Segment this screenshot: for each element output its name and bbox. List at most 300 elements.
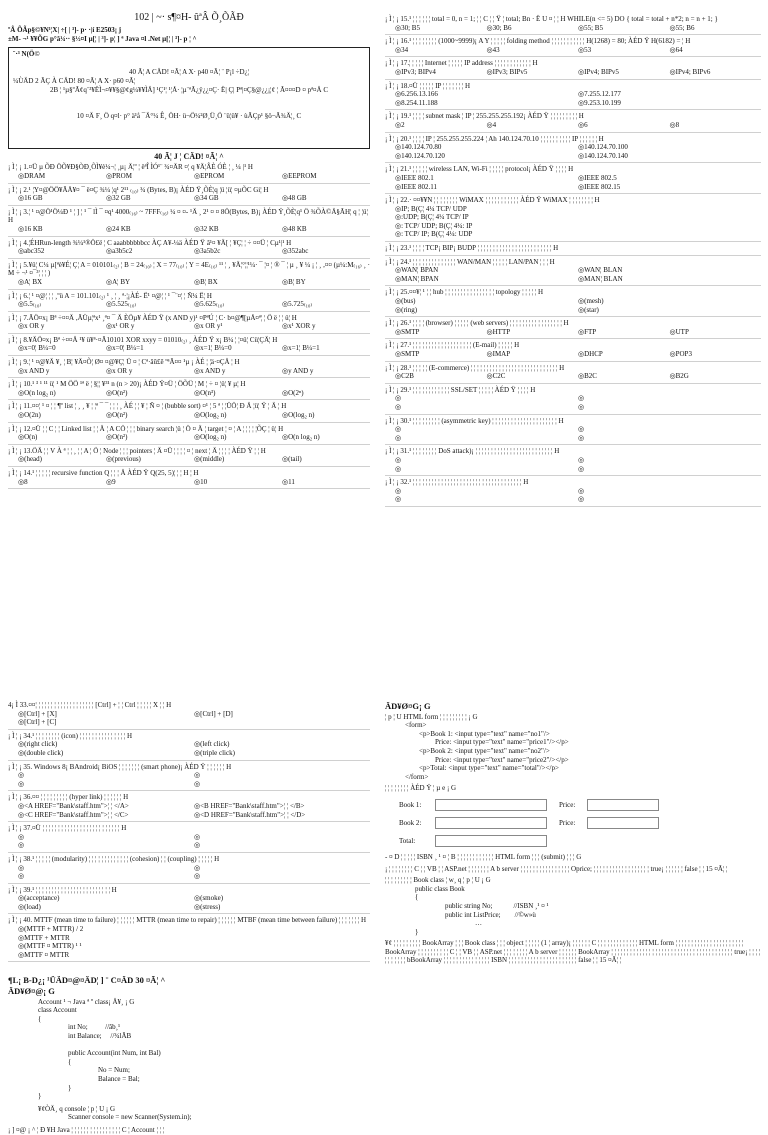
form-row-book2 bbox=[385, 817, 761, 829]
answer-option[interactable]: ◎ UTP bbox=[670, 328, 762, 337]
divider bbox=[8, 466, 370, 467]
answer-option[interactable]: ◎ (head) bbox=[18, 455, 106, 464]
answer-option[interactable]: ◎ (bus) bbox=[395, 297, 578, 306]
instructions-box bbox=[8, 47, 370, 149]
question-text: ¡ Ì ¦ ¡ 22.· ¤¤¥¥N ¦ ¦ ¦ ¦ ¦ ¦ ¦ ¦ WiMAX ¦ ¦ ¦ ¦ ¦ ¦ ¦ ¦ ¦ ¦ ¦ ÀÉD Ÿ WiMAX ¦ ¦ ¦ ¦ ¦ ¦ ¦ ¦ H bbox=[385, 196, 600, 205]
divider bbox=[385, 414, 761, 415]
question-item bbox=[385, 15, 761, 32]
code-after: ¥¢ÒÄ¸ q console ¦ p ¦ U ¡ G bbox=[38, 1104, 116, 1113]
question-item bbox=[8, 763, 370, 789]
question-text: ¡ Ì ¦ ¡ 15.¹ ¦ ¦ ¦ ¦ ¦ ¦ total = 0, n = 1; ¦ ¦ C ¦ ¦ Ÿ ¦ total; Bn · Ë U ¤ ¦ ¦ H WHILE(n <= 5) DO { total = total + n*2; n = n + 1; } bbox=[385, 15, 718, 23]
question-options bbox=[385, 350, 761, 359]
question-item bbox=[385, 478, 761, 504]
answer-option[interactable]: ◎ 64 bbox=[670, 46, 762, 55]
question-item bbox=[8, 402, 370, 419]
answer-option[interactable] bbox=[395, 425, 578, 434]
answer-option[interactable]: ◎ 3a5b2c bbox=[194, 247, 282, 256]
answer-option[interactable]: ◎ 16 GB bbox=[18, 194, 106, 203]
answer-option[interactable]: ◎ <C HREF="Bank\staff.htm">¦ ¦ </C> bbox=[18, 811, 194, 820]
answer-option[interactable] bbox=[18, 771, 194, 780]
answer-option[interactable]: ◎ 8.254.11.188 bbox=[395, 99, 578, 108]
answer-option[interactable]: ◎ SMTP bbox=[395, 350, 487, 359]
answer-option[interactable] bbox=[578, 495, 761, 504]
question-text: ¡ Ì ¦ ¡ 2.¹ ¦Y¤@ÖÖ¥ÃÅ¥¤ ¯ ë¤Ç ¾¼ ¦q¹ 2¹¹ ₍₁₀₎ ¾ (Bytes, B)¡ ÀÉD Ÿ¸ÕÈ¦q ¦ü ¦ü¦ ¤µÕC Gi¦ H bbox=[8, 185, 269, 194]
answer-option[interactable]: ◎ O(n²) bbox=[106, 433, 194, 442]
answer-option[interactable] bbox=[578, 434, 761, 443]
question-item bbox=[8, 886, 370, 912]
answer-option[interactable]: ◎ x AND y bbox=[18, 367, 106, 376]
answer-option[interactable] bbox=[194, 780, 370, 789]
html-code-line: <p>Total: <input type="text" name="total"/></p> bbox=[419, 764, 559, 773]
answer-option[interactable]: ◎ 53 bbox=[578, 46, 670, 55]
html-code-line: <p>Book 1: <input type="text" name="no1"/> bbox=[419, 729, 550, 738]
answer-option[interactable] bbox=[18, 864, 194, 873]
question-item bbox=[8, 336, 370, 353]
answer-option[interactable]: ◎ DHCP bbox=[578, 350, 670, 359]
answer-option[interactable]: ◎ B¦ BX bbox=[194, 278, 282, 287]
answer-option[interactable] bbox=[578, 403, 761, 412]
code-line: } bbox=[38, 1092, 42, 1101]
answer-option[interactable]: ◎ 32 KB bbox=[194, 225, 282, 234]
answer-option[interactable]: ◎ a3b5c2 bbox=[106, 247, 194, 256]
question-item bbox=[385, 258, 761, 284]
answer-option[interactable]: ◎ O(log₂ n) bbox=[194, 433, 282, 442]
answer-option[interactable] bbox=[194, 864, 370, 873]
question-options bbox=[8, 367, 370, 376]
bottom-right-column bbox=[385, 700, 761, 1020]
answer-option[interactable]: ◎ IP; B(Ç¦ 4¼ TCP/ UDP bbox=[395, 205, 761, 214]
answer-option[interactable]: ◎ (left click) bbox=[194, 740, 370, 749]
answer-option[interactable]: ◎ IEEE 802.15 bbox=[578, 183, 761, 192]
question-item bbox=[8, 292, 370, 309]
question-item bbox=[385, 386, 761, 412]
answer-option[interactable] bbox=[395, 495, 578, 504]
total-label: Total: bbox=[399, 836, 416, 845]
price2-input[interactable] bbox=[587, 817, 659, 829]
question-item bbox=[385, 364, 761, 381]
answer-option[interactable] bbox=[578, 465, 761, 474]
answer-option[interactable]: ◎ MAN¦ BPAN bbox=[395, 275, 578, 284]
answer-option[interactable]: ◎ 140.124.70.80 bbox=[395, 143, 578, 152]
answer-option[interactable]: ◎ IPv4; BIPv5 bbox=[578, 68, 670, 77]
answer-option[interactable] bbox=[18, 872, 194, 881]
divider bbox=[8, 790, 370, 791]
divider bbox=[385, 383, 761, 384]
code-line: public class Book bbox=[415, 884, 465, 893]
question-options bbox=[8, 433, 370, 442]
question-text: ¡ Ì ¦ ¡ 11.¤¤¦ ¹ ¤ ¦ ¦ ¶º list ¦ ¸ ¸ ¥ ¦ ¦ª ¯ ¯ ¦ ¦ ¦ ¸ ÀÉ ¦ ¦ ¥ ¦ Ñ ¤ ¦ (bubble sort) ¤¹ ¦ 5 ª ¦ ¦ÜÖ¦ Ð Ä ¦ü¦ Ÿ ¦ Ä ¦ H bbox=[8, 402, 287, 411]
question-text: ¡ Ì ¦ ¡ 28.¹ ¦ ¦ ¦ ¦ ¦ (E-commerce) ¦ ¦ ¦ ¦ ¦ ¦ ¦ ¦ ¦ ¦ ¦ ¦ ¦ ¦ ¦ ¦ ¦ ¦ ¦ ¦ ¦ ¦ ¦ ¦ ¦ ¦ ¦ ¦ H bbox=[385, 363, 565, 372]
answer-option[interactable]: ◎ x AND y bbox=[194, 367, 282, 376]
question-options bbox=[8, 455, 370, 464]
answer-option[interactable] bbox=[194, 841, 370, 850]
question-options bbox=[8, 194, 370, 203]
question-text: ¡ Ì ¦ ¡ 8.¥ÄÖ¤x¡ Bª ÷¤¤Ä ¹¥ ü¥ª·¤Ã10101 XOR xxyy = 01010₍₂₎ ¸ ÀÉD Ÿ x¡ B¼ ¦ ¦¤ü¦ Cü¦ÇÄ¦ H bbox=[8, 335, 278, 344]
answer-option[interactable]: ◎ 48 GB bbox=[282, 194, 370, 203]
code-line: } bbox=[68, 1083, 72, 1092]
answer-option[interactable]: ◎ : TCP/ UDP; B(Ç¦ 4¼: IP bbox=[395, 222, 761, 231]
code-last: ¡ ] ¤@ ¡ ^ ¦ Ð ¥H Java ¦ ¦ ¦ ¦ ¦ ¦ ¦ ¦ ¦ ¦ ¦ ¦ ¦ ¦ ¦ ¦ C ¦ Account ¦ ¦ ¦ bbox=[8, 1125, 165, 1134]
answer-option[interactable]: ◎ <B HREF="Bank\staff.htm">¦ ¦ </B> bbox=[194, 802, 370, 811]
question-item bbox=[8, 208, 370, 234]
answer-option[interactable]: ◎ 55; B6 bbox=[670, 24, 762, 33]
divider bbox=[385, 132, 761, 133]
part2-intro: ¦ p ¦ U HTML form ¦ ¦ ¦ ¦ ¦ ¦ ¦ ¦ ¦ ¡ G bbox=[385, 712, 478, 721]
answer-option[interactable]: ◎ (triple click) bbox=[194, 749, 370, 758]
answer-option[interactable]: ◎ 8 bbox=[670, 121, 762, 130]
book1-input[interactable] bbox=[435, 799, 547, 811]
code-line: int No; //ãb¸¹ bbox=[68, 1023, 121, 1032]
answer-option[interactable]: ◎ 9 bbox=[106, 478, 194, 487]
answer-option[interactable]: ◎ C2B bbox=[395, 372, 487, 381]
question-text: ¡ Ì ¦ ¡ 3.¦ ¹ ¤@Ö¹Ö¼Ð ¹ ¦ ] ¦ ¹ ¯ lÌ ¯ ¤q¹ 4000₍₁₆₎ ~ 7FFF₍₁₆₎ ¼ ¤ ¤- ¹Ä ¸ 2¹ ¤ ¤ 8Ö(Bytes, B)¡ ÀÉD Ÿ¸ÕÈ¦q¹ Ö ¾ÕÀ©Ä§ÃH¦ q ¦ ¦ü¦ H bbox=[8, 207, 368, 225]
question-text: ¡ Ì ¦ ¡ 34.¹ ¦ ¦ ¦ ¦ ¦ ¦ ¦ ¦ (icon) ¦ ¦ ¦ ¦ ¦ ¦ ¦ ¦ ¦ ¦ ¦ ¦ ¦ ¦ ¦ H bbox=[8, 731, 132, 740]
question-options bbox=[385, 425, 761, 442]
divider bbox=[8, 760, 370, 761]
answer-option[interactable]: ◎ 2 bbox=[395, 121, 487, 130]
question-item bbox=[385, 165, 761, 191]
answer-option[interactable]: ◎ [Ctrl] + [C] bbox=[18, 718, 194, 727]
answer-option[interactable]: ◎ IPv3; BIPv4 bbox=[395, 68, 487, 77]
answer-option[interactable]: ◎ A¦ BX bbox=[18, 278, 106, 287]
question-text: ¡ Ì ¦ ¡ 30.¹ ¦ ¦ ¦ ¦ ¦ ¦ ¦ ¦ ¦ (asymmetric key) ¦ ¦ ¦ ¦ ¦ ¦ ¦ ¦ ¦ ¦ ¦ ¦ ¦ ¦ ¦ ¦ ¦ ¦ ¦ ¦ ¦ H bbox=[385, 416, 564, 425]
question-options bbox=[8, 344, 370, 353]
question-item bbox=[8, 261, 370, 287]
instructions-line-0: ¨·³ N(Ö© bbox=[13, 49, 40, 58]
divider bbox=[385, 193, 761, 194]
form-row-book1 bbox=[385, 799, 761, 811]
question-text: ¡ Ì ¦ ¡ 14.¹ ¦ ¦ ¦ ¦ ¦ recursive function Q ¦ ¦ ¦ Ä ÀÉD Ÿ Q(25, 5)¦ ¦ ¦ H ¦ H bbox=[8, 469, 199, 477]
question-options bbox=[8, 247, 370, 256]
answer-option[interactable]: ◎ O(2n) bbox=[18, 411, 106, 420]
code-line: } bbox=[415, 927, 419, 936]
answer-option[interactable]: ◎ 352abc bbox=[282, 247, 370, 256]
divider bbox=[8, 183, 370, 184]
answer-option[interactable]: ◎ 5.725₍₁₀₎ bbox=[282, 300, 370, 309]
answer-option[interactable]: ◎ 30; B5 bbox=[395, 24, 487, 33]
divider bbox=[8, 821, 370, 822]
answer-option[interactable]: ◎ 24 KB bbox=[106, 225, 194, 234]
question-options bbox=[8, 172, 370, 181]
question-options bbox=[8, 389, 370, 398]
form-row-total bbox=[385, 835, 761, 847]
question-options bbox=[385, 90, 761, 107]
question-text: ¡ Ì ¦ ¡ 25.¤¤¥¦ ¹ ¦ ¦ hub ¦ ¦ ¦ ¦ ¦ ¦ ¦ ¦ ¦ ¦ ¦ ¦ ¦ ¦ ¦ ¦ topology ¦ ¦ ¦ ¦ ¦ H bbox=[385, 288, 544, 297]
answer-option[interactable]: ◎ B2C bbox=[578, 372, 670, 381]
answer-option[interactable]: ◎ A¦ BY bbox=[106, 278, 194, 287]
answer-option[interactable]: ◎ x¹ XOR y bbox=[282, 322, 370, 331]
question-text: ¡ Ì ¦ ¡ 5.¥ü¦ C¼ µ[ªè¥É¦ Ç¦ A = 010101₍₂₎ ¦ B = 24₍₁₀₎ ¦ X = 77₍₁₀₎ ¦ Y = 4E₍₁₆₎ ¹¹ ¦ ¸ ¥Ä¦°¦¦¹¼· ¯ ¦¤ ¦ ® ¯ ¦ µ ¸ ¥ ¼ ¡ ¦ ¸ ,¤¤ (µ¼:M₍₁₆₎ ¸ · M ÷ ¬¹ ¤¯³¦ ¦ ¦ ) bbox=[8, 260, 370, 278]
answer-option[interactable]: ◎ IPv3; BIPv5 bbox=[487, 68, 579, 77]
question-options bbox=[385, 121, 761, 130]
question-text: ¡ Ì ¦ ¡ 24.¹ ¦ ¦ ¦ ¦ ¦ ¦ ¦ ¦ ¦ ¦ ¦ ¦ ¦ ¦ WAN/MAN ¦ ¦ ¦ ¦ ¦ LAN/PAN ¦ ¦ ¦ H bbox=[385, 257, 555, 266]
code-intro: Account ¹ ¬ Java ª º class¡ Ä¥¸ ¡ G bbox=[38, 997, 135, 1006]
answer-option[interactable]: ◎ x=0¦ B¼=1 bbox=[106, 344, 194, 353]
answer-option[interactable]: ◎ C2C bbox=[487, 372, 579, 381]
answer-option[interactable]: ◎ :UDP; B(Ç¦ 4¼ TCP/ IP bbox=[395, 213, 761, 222]
divider bbox=[8, 883, 370, 884]
answer-option[interactable]: ◎ 6 bbox=[578, 121, 670, 130]
question-options bbox=[8, 478, 370, 487]
answer-option[interactable]: ◎ (right click) bbox=[18, 740, 194, 749]
answer-option[interactable]: ◎ IEEE 802.1 bbox=[395, 174, 578, 183]
answer-option[interactable]: ◎ (middle) bbox=[194, 455, 282, 464]
bottom-left-question-list bbox=[8, 701, 370, 962]
para-4: ¥¢ ¦ ¦ ¦ ¦ ¦ ¦ ¦ ¦ ¦ BookArray ¦ ¦ ¦ Book class ¦ ¦ ¦ object ¦ ¦ ¦ ¦ ¦ (1 ¦ array)¡ ¦ ¦ ¦ ¦ ¦ ¦ C ¦ ¦ ¦ ¦ ¦ ¦ ¦ ¦ ¦ ¦ ¦ ¦ ¦ HTML form ¦ ¦ ¦ ¦ ¦ ¦ ¦ ¦ ¦ ¦ ¦ ¦ ¦ ¦ ¦ ¦ ¦ ¦ ¦ ¦ ¦ ¦ BookArray ¦ ¦ ¦ ¦ ¦ ¦ ¦ ¦ ¦ ¦ C ¦ ¦ VB ¦ ¦ ASP.net ¦ ¦ ¦ ¦ ¦ ¦ ¦ ¦ A b server ¦ ¦ ¦ ¦ ¦ ¦ BookArray ¦ ¦ ¦ ¦ ¦ ¦ ¦ ¦ ¦ ¦ ¦ ¦ ¦ ¦ ¦ ¦ ¦ ¦ ¦ ¦ ¦ ¦ ¦ ¦ ¦ ¦ ¦ ¦ ¦ ¦ ¦ ¦ ¦ ¦ ¦ ¦ ¦ ¦ ¦ true¡ ¦ ¦ ¦ ¦ ¦ ¦ ¦ ¦ ¦ ¦ ¦ bBookArray ¦ ¦ ¦ ¦ ¦ ¦ ¦ ¦ ¦ ¦ ¦ ¦ ¦ ¦ ¦ ISBN ¦ ¦ ¦ ¦ ¦ ¦ ¦ ¦ ¦ ¦ ¦ ¦ ¦ ¦ ¦ ¦ ¦ ¦ ¦ ¦ ¦ ¦ false ¦ ¦ 15 ¤Ã¦ ¦ bbox=[385, 939, 761, 965]
answer-option[interactable] bbox=[578, 425, 761, 434]
answer-option[interactable]: ◎ DRAM bbox=[18, 172, 106, 181]
answer-option[interactable]: ◎ abc352 bbox=[18, 247, 106, 256]
question-item bbox=[8, 855, 370, 881]
answer-option[interactable]: ◎ 16 KB bbox=[18, 225, 106, 234]
answer-option[interactable]: ◎ x OR y¹ bbox=[194, 322, 282, 331]
question-options bbox=[385, 456, 761, 473]
answer-option[interactable]: ◎ HTTP bbox=[487, 328, 579, 337]
code-line: Balance = Bal; bbox=[98, 1074, 140, 1083]
answer-option[interactable] bbox=[395, 394, 578, 403]
answer-option[interactable]: ◎ IEEE 802.11 bbox=[395, 183, 578, 192]
divider bbox=[8, 422, 370, 423]
question-text: ¡ Ì ¦ ¡ 1.¤Ü µ ÕÐ ÖÕ¥Ð§ÒÐ¸ÕÌ¥è¼¬¦ ¸µ¡ Ä¦º ¦ ëªÎ ÌÓ¹¨ ¾¤ÄR ¤¦ q ¥Ä¦ÂÈ ÓÈ ¦ ¸ ¼ |¹ H bbox=[8, 163, 253, 172]
right-column bbox=[385, 14, 761, 569]
answer-option[interactable]: ◎ IEEE 802.5 bbox=[578, 174, 761, 183]
answer-option[interactable]: ◎ IPv4; BIPv6 bbox=[670, 68, 762, 77]
answer-option[interactable]: ◎ O(n) bbox=[18, 433, 106, 442]
question-options bbox=[8, 411, 370, 420]
answer-option[interactable]: ◎ (load) bbox=[18, 903, 194, 912]
answer-option[interactable]: ◎ 5.5₍₁₀₎ bbox=[18, 300, 106, 309]
answer-option[interactable]: ◎ x=1¦ B¼=0 bbox=[194, 344, 282, 353]
divider bbox=[8, 399, 370, 400]
question-options bbox=[385, 394, 761, 411]
answer-option[interactable]: ◎ WAN¦ BLAN bbox=[578, 266, 761, 275]
answer-option[interactable]: ◎ (mesh) bbox=[578, 297, 761, 306]
question-options bbox=[385, 143, 761, 160]
answer-option[interactable]: ◎ 140.124.70.100 bbox=[578, 143, 761, 152]
code-line: int Balance; //¾lÃB bbox=[68, 1032, 132, 1040]
answer-option[interactable]: ◎ FTP bbox=[578, 328, 670, 337]
question-options bbox=[385, 372, 761, 381]
answer-option[interactable]: ◎ O(n log₂ n) bbox=[282, 433, 370, 442]
answer-option[interactable]: ◎ MTTF + MTTR bbox=[18, 934, 370, 943]
question-options bbox=[8, 225, 370, 234]
answer-option[interactable]: ◎ x OR y bbox=[106, 367, 194, 376]
answer-option[interactable]: ◎ O(n²) bbox=[106, 411, 194, 420]
question-text: ¡ Ì ¦ ¡ 31.¹ ¦ ¦ ¦ ¦ ¦ ¦ ¦ ¦ DoS attack)¡ ¦ ¦ ¦ ¦ ¦ ¦ ¦ ¦ ¦ ¦ ¦ ¦ ¦ ¦ ¦ ¦ ¦ ¦ ¦ ¦ ¦ ¦ ¦ ¦ ¦ H bbox=[385, 447, 560, 456]
answer-option[interactable]: ◎ O(log₂ n) bbox=[194, 411, 282, 420]
answer-option[interactable]: ◎ 11 bbox=[282, 478, 370, 487]
answer-option[interactable]: ◎ 140.124.70.140 bbox=[578, 152, 761, 161]
question-text: ¡ Ì ¦ ¡ 35. Windows 8¡ BAndroid¡ BiOS ¦ ¦ ¦ ¦ ¦ ¦ ¦ (smart phone)¡ ÀÉD Ÿ ¦ ¦ ¦ ¦ ¦ ¦ H bbox=[8, 762, 232, 771]
code-line: { bbox=[68, 1057, 72, 1066]
exam-subject-line: ±M- ¬¹ ¥¥ÕG p°â¼·· §½¤I µ[¦ | ³]- p¦ ] ª Java ¤l .Net µ[¦ | ³]- p ¦ ^ bbox=[8, 35, 197, 44]
answer-option[interactable]: ◎ (MTTF + MTTR) / 2 bbox=[18, 925, 370, 934]
answer-option[interactable]: ◎ (stress) bbox=[194, 903, 370, 912]
answer-option[interactable]: ◎ O(n³) bbox=[194, 389, 282, 398]
question-item bbox=[8, 824, 370, 850]
total-input[interactable] bbox=[435, 835, 547, 847]
answer-option[interactable]: ◎ B¦ BY bbox=[282, 278, 370, 287]
question-text: ¡ Ì ¦ ¡ 4.¦ÉHRun-length ¾¼¹®Ö£ë ¦ C aaabbbbbbcc ÀÇ A¥-¼ä ÀÉD Ÿ â¹¤ ¥Ä[ ¦ ¥Ç¦ ¦ ÷ ¤¤Ü ¦ Cµ¹|¹ H bbox=[8, 238, 292, 247]
divider bbox=[385, 475, 761, 476]
book2-input[interactable] bbox=[435, 817, 547, 829]
question-item bbox=[385, 135, 761, 161]
answer-option[interactable]: ◎ 55; B5 bbox=[578, 24, 670, 33]
answer-option[interactable] bbox=[194, 872, 370, 881]
answer-option[interactable]: ◎ PROM bbox=[106, 172, 194, 181]
question-options bbox=[8, 894, 370, 911]
question-text: ¡ Ì ¦ ¡ 13.ÖÄ ¦ ¦ V À ª ¦ ¦ ¸ ¦ ¦ A ¦ Ö ¦ Node ¦ ¦ ¦ pointers ¦ Ä ¤Ü ¦ ¦ ¦ ¦ ¤ ¦ next ¦ Ä ¦ ¦ ¦ ¦ ÀÉD Ÿ ¦ ¦ H bbox=[8, 446, 266, 455]
answer-option[interactable]: ◎ y AND y bbox=[282, 367, 370, 376]
question-options bbox=[8, 833, 370, 850]
answer-option[interactable] bbox=[395, 403, 578, 412]
question-options bbox=[8, 278, 370, 287]
answer-option[interactable]: ◎ 5.525₍₁₀₎ bbox=[106, 300, 194, 309]
question-options bbox=[385, 174, 761, 191]
answer-option[interactable]: ◎ O(2ⁿ) bbox=[282, 389, 370, 398]
left-column bbox=[8, 14, 370, 569]
answer-option[interactable]: ◎ (smoke) bbox=[194, 894, 370, 903]
question-item bbox=[8, 425, 370, 442]
answer-option[interactable]: ◎ EEPROM bbox=[282, 172, 370, 181]
exam-subtitle: ºÂ ÕÃp§©¥N¹¦X| ÷[ | ³]- p· ·|í E2503¡ j bbox=[8, 25, 122, 34]
para-3: ¦ ¦ ¦ ¦ ¦ ¦ ¦ ¦ ¦ Book class ¦ w¸ q ¦ p ¦ U ¡ G bbox=[385, 876, 491, 885]
question-item bbox=[385, 319, 761, 336]
para-1: - ¤ D ¦ ¦ ¦ ¦ ¦ ISBN ¸ ¹ ¤ ¦ B ¦ ¦ ¦ ¦ ¦ ¦ ¦ ¦ ¦ ¦ ¦ ¦ HTML form ¦ ¦ ¦ (submit) ¦ ¦ ¦ G bbox=[385, 852, 582, 861]
price1-input[interactable] bbox=[587, 799, 659, 811]
code-line: class Account bbox=[38, 1006, 77, 1015]
question-item bbox=[8, 380, 370, 397]
divider bbox=[8, 488, 370, 489]
answer-option[interactable]: ◎ 8 bbox=[18, 478, 106, 487]
divider bbox=[8, 377, 370, 378]
answer-option[interactable] bbox=[578, 394, 761, 403]
instructions-line-1: 40 Ã¦ A CÄD! ¤Ã¦ A X· p40 ¤Ã¦ ¨ P¡l ÷D¿¦ bbox=[128, 68, 250, 77]
answer-option[interactable]: ◎ 140.124.70.120 bbox=[395, 152, 578, 161]
answer-option[interactable]: ◎ EPROM bbox=[194, 172, 282, 181]
answer-option[interactable]: ◎ 4 bbox=[487, 121, 579, 130]
answer-option[interactable]: ◎ x OR y bbox=[18, 322, 106, 331]
question-options bbox=[385, 205, 761, 239]
answer-option[interactable]: ◎ (star) bbox=[578, 306, 761, 315]
answer-option[interactable]: ◎ O(n log₂ n) bbox=[18, 389, 106, 398]
answer-option[interactable]: ◎ x=1¦ B¼=1 bbox=[282, 344, 370, 353]
answer-option[interactable] bbox=[18, 833, 194, 842]
answer-option[interactable] bbox=[395, 456, 578, 465]
question-item bbox=[385, 447, 761, 473]
question-item bbox=[8, 469, 370, 486]
answer-option[interactable]: ◎ 34 bbox=[395, 46, 487, 55]
answer-option[interactable]: ◎ 34 GB bbox=[194, 194, 282, 203]
answer-option[interactable]: ◎ 10 bbox=[194, 478, 282, 487]
question-options bbox=[385, 297, 761, 314]
book1-label: Book 1: bbox=[399, 800, 422, 809]
question-options bbox=[385, 487, 761, 504]
question-item bbox=[8, 358, 370, 375]
answer-option[interactable]: ◎ 9.253.10.199 bbox=[578, 99, 761, 108]
html-code-line: <p>Book 2: <input type="text" name="no2"/> bbox=[419, 746, 550, 755]
answer-option[interactable]: ◎ (double click) bbox=[18, 749, 194, 758]
answer-option[interactable]: ◎ (MTTF ¤ MTTR) ¹ ¹ bbox=[18, 942, 370, 951]
answer-option[interactable]: ◎ x=0¦ B¼=0 bbox=[18, 344, 106, 353]
divider bbox=[8, 311, 370, 312]
answer-option[interactable]: ◎ SMTP bbox=[395, 328, 487, 337]
answer-option[interactable]: ◎ MAN¦ BLAN bbox=[578, 275, 761, 284]
question-item bbox=[385, 288, 761, 314]
question-text: ¡ Ì ¦ ¡ 29.¹ ¦ ¦ ¦ ¦ ¦ ¦ ¦ ¦ ¦ ¦ ¦ ¦ SSL/SET ¦ ¦ ¦ ¦ ¦ ÀÉD Ÿ ¦ ¦ ¦ ¦ H bbox=[385, 385, 536, 394]
html-code-line: <form> bbox=[405, 721, 427, 730]
answer-option[interactable] bbox=[395, 434, 578, 443]
question-item bbox=[385, 112, 761, 129]
question-item bbox=[8, 916, 370, 959]
question-item bbox=[8, 314, 370, 331]
answer-option[interactable] bbox=[194, 833, 370, 842]
question-options bbox=[8, 710, 370, 727]
answer-option[interactable]: ◎ [Ctrl] + [X] bbox=[18, 710, 194, 719]
answer-option[interactable]: ◎ O(n²) bbox=[106, 389, 194, 398]
answer-option[interactable]: ◎ [Ctrl] + [D] bbox=[194, 710, 370, 719]
divider bbox=[8, 258, 370, 259]
answer-option[interactable]: ◎ 6.256.13.166 bbox=[395, 90, 578, 99]
part2-head: ÄD¥Ø¤G¡ G bbox=[385, 701, 431, 711]
answer-option[interactable]: ◎ <A HREF="Bank\staff.htm">¦ ¦ </A> bbox=[18, 802, 194, 811]
answer-option[interactable]: ◎ (acceptance) bbox=[18, 894, 194, 903]
divider bbox=[385, 338, 761, 339]
question-text: ¡ Ì ¦ ¡ 27.¹ ¦ ¦ ¦ ¦ ¦ ¦ ¦ ¦ ¦ ¦ ¦ ¦ ¦ ¦ ¦ ¦ ¦ ¦ ¦ (E-mail) ¦ ¦ ¦ ¦ ¦ H bbox=[385, 341, 520, 350]
answer-option[interactable]: ◎ MTTF ¤ MTTR bbox=[18, 951, 370, 960]
question-options bbox=[385, 24, 761, 33]
divider bbox=[8, 729, 370, 730]
left-question-list bbox=[8, 163, 370, 489]
code-line: { bbox=[415, 893, 419, 902]
answer-option[interactable] bbox=[18, 841, 194, 850]
divider bbox=[385, 109, 761, 110]
answer-option[interactable]: ◎ 5.625₍₁₀₎ bbox=[194, 300, 282, 309]
question-text: ¡ Ì ¦ ¡ 10.¹ ³ ¹ ¹¹ ü¦ ¹ M ÖÖ ¹ª ë ¦ §¦¦ ¥³¹ n (n > 20)¡ ÀÉD Ÿ¤Ü ¦ ÖÕÜ ¦ M ¦ ÷ ¤ ¦ü¦ ¥ µ¦ H bbox=[8, 380, 246, 389]
answer-option[interactable]: ◎ <D HREF="Bank\staff.htm">¦ ¦ </D> bbox=[194, 811, 370, 820]
divider bbox=[385, 361, 761, 362]
answer-option[interactable]: ◎ WAN¦ BPAN bbox=[395, 266, 578, 275]
question-item bbox=[385, 196, 761, 239]
answer-option[interactable] bbox=[18, 780, 194, 789]
answer-option[interactable]: ◎ x¹ OR y bbox=[106, 322, 194, 331]
answer-option[interactable]: ◎ 30; B6 bbox=[487, 24, 579, 33]
answer-option[interactable]: ◎ : TCP/ IP; B(Ç¦ 4¼: UDP bbox=[395, 230, 761, 239]
question-options bbox=[8, 740, 370, 757]
answer-option[interactable]: ◎ POP3 bbox=[670, 350, 762, 359]
answer-option[interactable]: ◎ (ring) bbox=[395, 306, 578, 315]
question-options bbox=[8, 864, 370, 881]
answer-option[interactable] bbox=[194, 771, 370, 780]
answer-option[interactable]: ◎ 48 KB bbox=[282, 225, 370, 234]
answer-option[interactable] bbox=[578, 456, 761, 465]
answer-option[interactable]: ◎ IMAP bbox=[487, 350, 579, 359]
answer-option[interactable]: ◎ 43 bbox=[487, 46, 579, 55]
code-line: … bbox=[475, 919, 482, 928]
answer-option[interactable] bbox=[395, 465, 578, 474]
answer-option[interactable] bbox=[578, 487, 761, 496]
answer-option[interactable]: ◎ (tail) bbox=[282, 455, 370, 464]
answer-option[interactable] bbox=[395, 487, 578, 496]
book-class-code bbox=[385, 885, 761, 937]
answer-option[interactable]: ◎ B2G bbox=[670, 372, 762, 381]
answer-option[interactable]: ◎ O(log₂ n) bbox=[282, 411, 370, 420]
answer-option[interactable]: ◎ 32 GB bbox=[106, 194, 194, 203]
answer-option[interactable]: ◎ 7.255.12.177 bbox=[578, 90, 761, 99]
answer-option[interactable]: ◎ (previous) bbox=[106, 455, 194, 464]
question-item bbox=[8, 239, 370, 256]
divider bbox=[385, 506, 761, 507]
